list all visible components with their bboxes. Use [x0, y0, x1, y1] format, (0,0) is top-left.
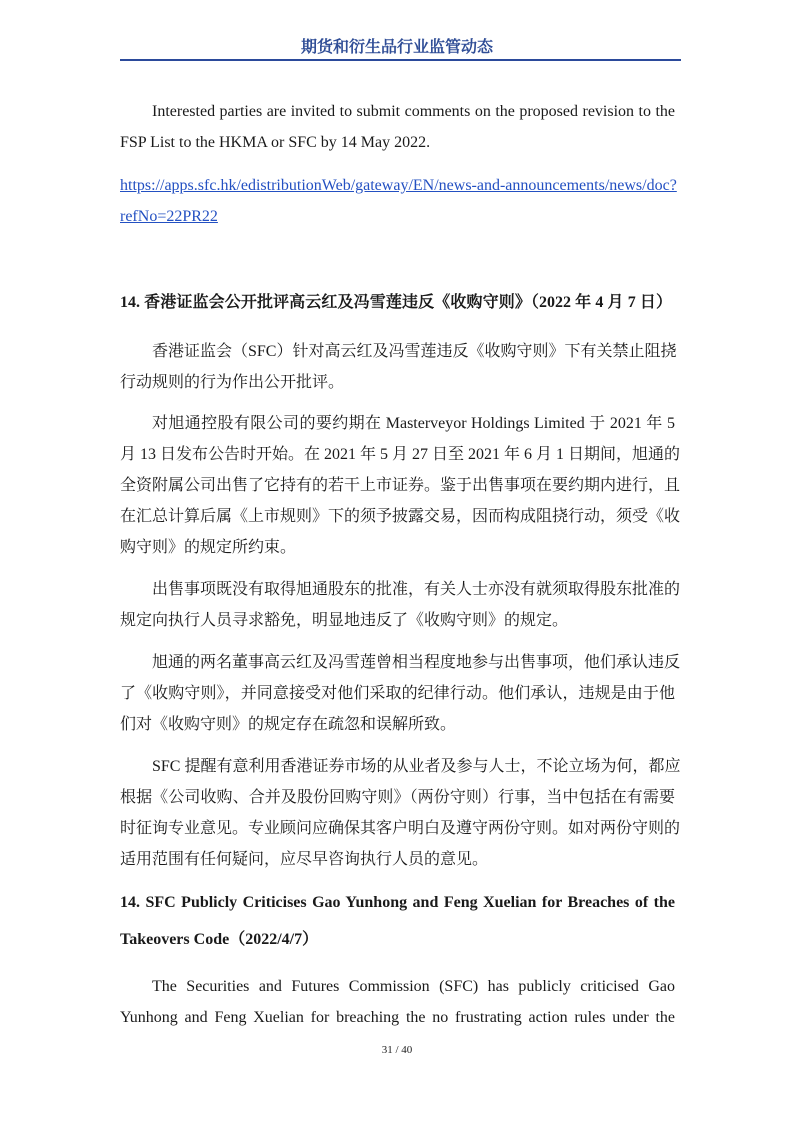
paragraph-line: 行动规则的行为作出公开批评。	[120, 374, 345, 391]
paragraph-line: 旭通的两名董事高云红及冯雪莲曾相当程度地参与出售事项，他们承认违反	[152, 654, 681, 671]
paragraph-line: SFC 提醒有意利用香港证券市场的从业者及参与人士，不论立场为何，都应	[152, 758, 681, 775]
paragraph-line: 们对《收购守则》的规定存在疏忽和误解所致。	[120, 716, 457, 733]
paragraph-line: 时征询专业意见。专业顾问应确保其客户明白及遵守两份守则。如对两份守则的	[120, 820, 681, 837]
paragraph-line: Interested parties are invited to submit comments on the proposed revision to the	[152, 103, 675, 120]
paragraph-line: 在汇总计算后属《上市规则》下的须予披露交易，因而构成阻挠行动，须受《收	[120, 508, 681, 525]
paragraph-line: The Securities and Futures Commission (SFC) has publicly criticised Gao	[152, 978, 675, 995]
heading-line: 14. SFC Publicly Criticises Gao Yunhong and Feng Xuelian for Breaches of the	[120, 894, 675, 911]
intro-paragraph	[120, 96, 675, 158]
paragraph-line: Yunhong and Feng Xuelian for breaching the no frustrating action rules under the	[120, 1009, 675, 1026]
header-rule	[120, 59, 681, 61]
paragraph-line: 适用范围有任何疑问，应尽早咨询执行人员的意见。	[120, 851, 489, 868]
paragraph-cn-2	[120, 408, 681, 563]
paragraph-cn-5	[120, 751, 681, 875]
heading-line: 14. 香港证监会公开批评高云红及冯雪莲违反《收购守则》（2022 年 4 月 7 日）	[120, 294, 672, 311]
paragraph-cn-4	[120, 647, 681, 740]
paragraph-line: 了《收购守则》，并同意接受对他们采取的纪律行动。他们承认，违规是由于他	[120, 685, 675, 702]
paragraph-line: 月 13 日发布公告时开始。在 2021 年 5 月 27 日至 2021 年 6 月 1 日期间，旭通的	[120, 446, 681, 463]
paragraph-line: 出售事项既没有取得旭通股东的批准，有关人士亦没有就须取得股东批准的	[152, 581, 681, 598]
source-link-line[interactable]: https://apps.sfc.hk/edistributionWeb/gateway/EN/news-and-announcements/news/doc?	[120, 177, 677, 194]
paragraph-line: 购守则》的规定所约束。	[120, 539, 297, 556]
source-link[interactable]	[120, 170, 675, 232]
paragraph-cn-3	[120, 574, 681, 636]
paragraph-line: 香港证监会（SFC）针对高云红及冯雪莲违反《收购守则》下有关禁止阻挠	[152, 343, 677, 360]
paragraph-line: 对旭通控股有限公司的要约期在 Masterveyor Holdings Limited 于 2021 年 5	[152, 415, 675, 432]
page-number: 31 / 40	[381, 1044, 413, 1056]
source-link-line[interactable]: refNo=22PR22	[120, 208, 218, 225]
section-heading-en	[120, 884, 675, 958]
paragraph-en-1	[120, 971, 675, 1033]
paragraph-line: 全资附属公司出售了它持有的若干上市证券。鉴于出售事项在要约期内进行，且	[120, 477, 681, 494]
section-heading-cn	[120, 287, 672, 318]
heading-line: Takeovers Code（2022/4/7）	[120, 931, 319, 948]
paragraph-cn-1	[120, 336, 675, 398]
header-title: 期货和衍生品行业监管动态	[300, 37, 493, 56]
paragraph-line: 规定向执行人员寻求豁免，明显地违反了《收购守则》的规定。	[120, 612, 569, 629]
source-link-block	[120, 170, 675, 232]
paragraph-line: FSP List to the HKMA or SFC by 14 May 2022.	[120, 134, 431, 151]
paragraph-line: 根据《公司收购、合并及股份回购守则》（两份守则）行事，当中包括在有需要	[120, 789, 675, 806]
